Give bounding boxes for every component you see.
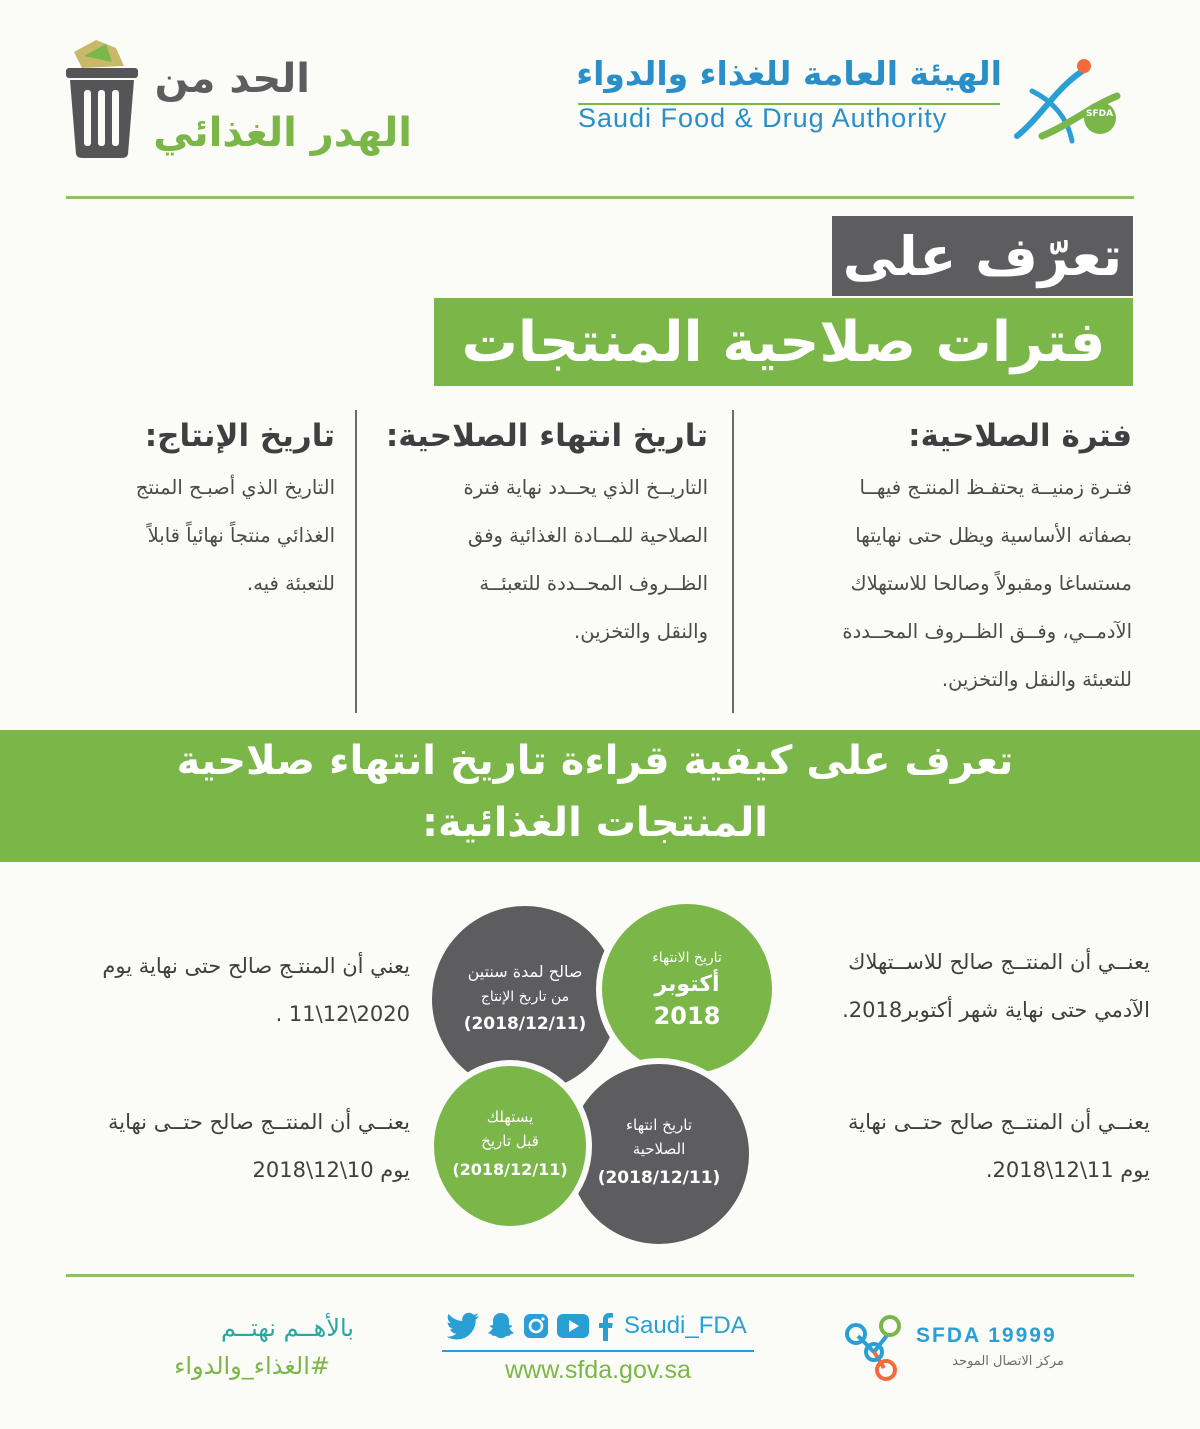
column-divider-2 xyxy=(355,410,357,713)
top-divider xyxy=(66,196,1134,199)
shelf-life-line: الآدمــي، وفــق الظــروف المحــددة xyxy=(842,620,1132,643)
banner-title: فترات صلاحية المنتجات xyxy=(461,309,1106,375)
banner-know: تعرّف على xyxy=(842,224,1123,288)
circle-expiry-month xyxy=(596,898,778,1080)
circle-expiry-l2: الصلاحية xyxy=(632,1140,686,1158)
meaning-line: الآدمي حتى نهاية شهر أكتوبر2018. xyxy=(842,998,1150,1022)
meaning-line: يوم 10\12\2018 xyxy=(252,1158,410,1182)
meaning-top-right xyxy=(772,938,1150,1034)
circle-month-l2: أكتوبر xyxy=(654,972,720,997)
expiry-date-line: الصلاحية للمــادة الغذائية وفق xyxy=(467,524,708,547)
twitter-icon[interactable] xyxy=(446,1312,480,1340)
social-handle[interactable]: Saudi_FDA xyxy=(624,1312,747,1339)
expiry-date-line: الظــروف المحــددة للتعبئــة xyxy=(479,572,708,595)
circle-expiry-l1: تاريخ انتهاء xyxy=(625,1116,693,1134)
production-date-line: التاريخ الذي أصبـح المنتج xyxy=(135,476,335,499)
org-name-english: Saudi Food & Drug Authority xyxy=(578,103,948,133)
social-row xyxy=(446,1308,747,1344)
org-name-arabic: الهيئة العامة للغذاء والدواء xyxy=(576,54,1002,93)
circle-use-l3: (2018/12/11) xyxy=(452,1160,568,1179)
circle-month-l3: 2018 xyxy=(653,1002,721,1030)
hotline-label: SFDA 19999 xyxy=(916,1324,1057,1347)
expiry-date-title: تاريخ انتهاء الصلاحية: xyxy=(385,418,708,454)
shelf-life-title: فترة الصلاحية: xyxy=(908,418,1132,454)
meaning-line: 2020\12\11 . xyxy=(275,1002,410,1026)
circle-month-l1: تاريخ الانتهاء xyxy=(652,950,722,966)
circle-use-l2: قبل تاريخ xyxy=(481,1132,539,1150)
banner-title-box xyxy=(434,298,1133,386)
hotline-sub: مركز الاتصال الموحد xyxy=(952,1354,1064,1369)
definition-expiry-date xyxy=(378,418,708,656)
production-date-line: الغذائي منتجاً نهائياً قابلاً xyxy=(147,524,335,547)
circle-valid-l2: من تاريخ الإنتاج xyxy=(480,989,570,1005)
expiry-date-line: والنقل والتخزين. xyxy=(574,620,708,643)
hashtag[interactable]: #الغذاء_والدواء xyxy=(174,1352,330,1380)
production-date-line: للتعبئة فيه. xyxy=(247,572,335,595)
circle-use-l1: يستهلك xyxy=(486,1108,534,1126)
how-to-line-1: تعرف على كيفية قراءة تاريخ انتهاء صلاحية xyxy=(176,738,1014,784)
facebook-icon[interactable] xyxy=(596,1311,614,1341)
sfda-logo-badge: SFDA xyxy=(1086,109,1114,119)
meaning-bottom-left xyxy=(36,1098,410,1194)
meaning-line: يوم 11\12\2018. xyxy=(985,1158,1150,1182)
expiry-date-line: التاريــخ الذي يحــدد نهاية فترة xyxy=(463,476,708,499)
campaign-line-1: الحد من xyxy=(154,56,310,102)
website-link[interactable]: www.sfda.gov.sa xyxy=(505,1356,691,1384)
hotline-molecule-icon xyxy=(844,1312,910,1382)
circle-valid-l3: (2018/12/11) xyxy=(463,1014,587,1034)
circle-use-before xyxy=(428,1060,592,1232)
meaning-top-left xyxy=(36,942,410,1038)
shelf-life-line: بصفاته الأساسية ويظل حتى نهايتها xyxy=(855,524,1132,547)
meaning-line: يعني أن المنتـج صالح حتى نهاية يوم xyxy=(102,954,410,978)
production-date-title: تاريخ الإنتاج: xyxy=(144,418,335,454)
definition-shelf-life xyxy=(754,418,1132,704)
shelf-life-line: للتعبئة والنقل والتخزين. xyxy=(941,668,1132,691)
column-divider-1 xyxy=(732,410,734,713)
shelf-life-line: فتـرة زمنيــة يحتفـظ المنتـج فيهــا xyxy=(859,476,1132,499)
youtube-icon[interactable] xyxy=(556,1313,590,1339)
meaning-line: يعنــي أن المنتــج صالح حتــى نهاية xyxy=(108,1110,410,1134)
meaning-line: يعنــي أن المنتــج صالح حتــى نهاية xyxy=(848,1110,1150,1134)
sfda-logo-icon xyxy=(1012,56,1127,146)
instagram-icon[interactable] xyxy=(522,1312,550,1340)
circle-expiry-l3: (2018/12/11) xyxy=(597,1168,721,1188)
bottom-divider xyxy=(66,1274,1134,1277)
banner-know-box xyxy=(832,216,1133,296)
meaning-line: يعنــي أن المنتــج صالح للاســتهلاك xyxy=(848,950,1150,974)
shelf-life-line: مستساغا ومقبولاً وصالحا للاستهلاك xyxy=(850,572,1132,595)
definition-production-date xyxy=(58,418,335,608)
snapchat-icon[interactable] xyxy=(486,1311,516,1341)
how-to-line-2: المنتجات الغذائية: xyxy=(422,800,768,846)
meaning-bottom-right xyxy=(772,1098,1150,1194)
circle-valid-l1: صالح لمدة سنتين xyxy=(467,962,583,981)
slogan: بالأهــم نهتــم xyxy=(220,1314,354,1342)
trash-bin-icon xyxy=(62,38,142,160)
campaign-line-2: الهدر الغذائي xyxy=(153,110,412,156)
circle-expiry-date xyxy=(563,1058,755,1250)
